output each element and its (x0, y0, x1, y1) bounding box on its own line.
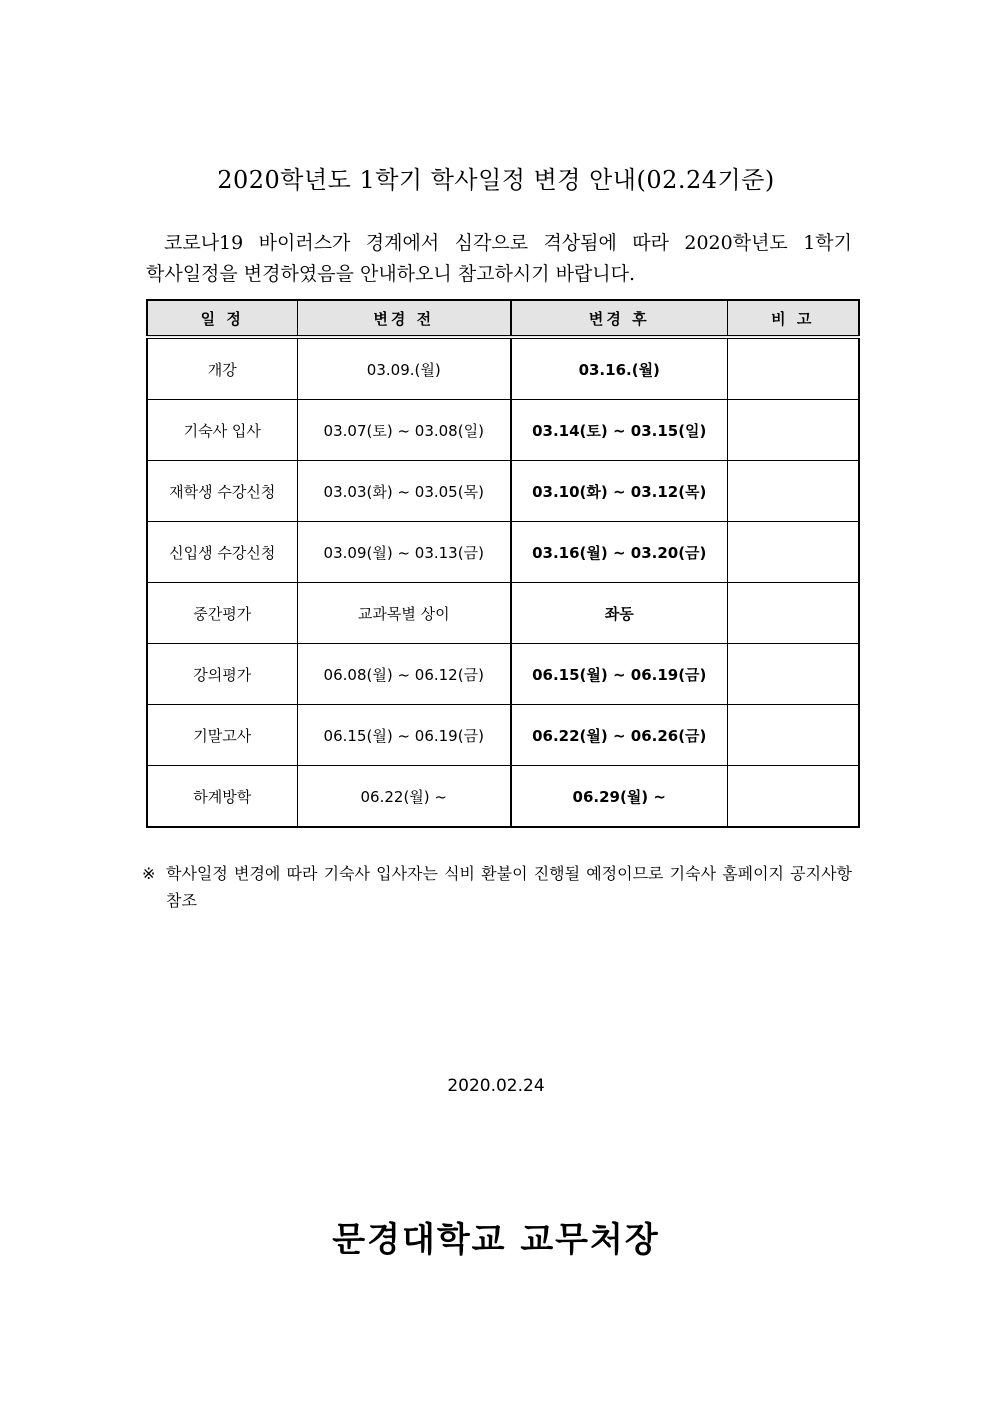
table-row (147, 337, 859, 400)
reference-mark-icon: ※ (142, 864, 156, 883)
cell-note (727, 522, 859, 583)
table-row (147, 583, 859, 644)
cell-after: 03.16.(월) (511, 337, 727, 400)
document-title: 2020학년도 1학기 학사일정 변경 안내(02.24기준) (217, 166, 775, 194)
cell-item: 강의평가 (147, 644, 297, 705)
cell-after: 좌동 (511, 583, 727, 644)
cell-before: 03.03(화) ~ 03.05(목) (297, 461, 511, 522)
cell-before: 06.15(월) ~ 06.19(금) (297, 705, 511, 766)
issuer-signature: 문경대학교 교무처장 (332, 1220, 660, 1260)
table-header-row (147, 300, 859, 337)
cell-after: 06.29(월) ~ (511, 766, 727, 828)
cell-note (727, 583, 859, 644)
cell-note (727, 337, 859, 400)
cell-item: 중간평가 (147, 583, 297, 644)
cell-note (727, 461, 859, 522)
intro-line-1: 코로나19 바이러스가 경계에서 심각으로 격상됨에 따라 2020학년도 1학기 (164, 232, 852, 254)
cell-note (727, 400, 859, 461)
footnote (142, 860, 852, 914)
cell-item: 개강 (147, 337, 297, 400)
cell-before: 06.22(월) ~ (297, 766, 511, 828)
header-after: 변경 후 (511, 300, 727, 337)
intro-paragraph (146, 228, 852, 290)
cell-item: 신입생 수강신청 (147, 522, 297, 583)
table-row (147, 705, 859, 766)
cell-before: 교과목별 상이 (297, 583, 511, 644)
cell-before: 03.09(월) ~ 03.13(금) (297, 522, 511, 583)
cell-item: 기숙사 입사 (147, 400, 297, 461)
header-remarks: 비 고 (727, 300, 859, 337)
table-row (147, 522, 859, 583)
header-before: 변경 전 (297, 300, 511, 337)
cell-after: 03.10(화) ~ 03.12(목) (511, 461, 727, 522)
cell-item: 하계방학 (147, 766, 297, 828)
table-row (147, 766, 859, 828)
cell-before: 03.07(토) ~ 03.08(일) (297, 400, 511, 461)
footnote-text: 학사일정 변경에 따라 기숙사 입사자는 식비 환불이 진행될 예정이므로 기숙사 홈페이지 공지사항 참조 (166, 864, 852, 910)
cell-before: 06.08(월) ~ 06.12(금) (297, 644, 511, 705)
header-schedule: 일 정 (147, 300, 297, 337)
cell-note (727, 766, 859, 828)
cell-note (727, 644, 859, 705)
schedule-table (146, 299, 860, 828)
table-row (147, 400, 859, 461)
cell-after: 03.14(토) ~ 03.15(일) (511, 400, 727, 461)
cell-after: 03.16(월) ~ 03.20(금) (511, 522, 727, 583)
cell-item: 기말고사 (147, 705, 297, 766)
table-row (147, 461, 859, 522)
cell-after: 06.22(월) ~ 06.26(금) (511, 705, 727, 766)
cell-before: 03.09.(월) (297, 337, 511, 400)
issue-date: 2020.02.24 (447, 1076, 545, 1096)
intro-line-2: 학사일정을 변경하였음을 안내하오니 참고하시기 바랍니다. (146, 263, 636, 285)
table-row (147, 644, 859, 705)
cell-item: 재학생 수강신청 (147, 461, 297, 522)
cell-after: 06.15(월) ~ 06.19(금) (511, 644, 727, 705)
cell-note (727, 705, 859, 766)
